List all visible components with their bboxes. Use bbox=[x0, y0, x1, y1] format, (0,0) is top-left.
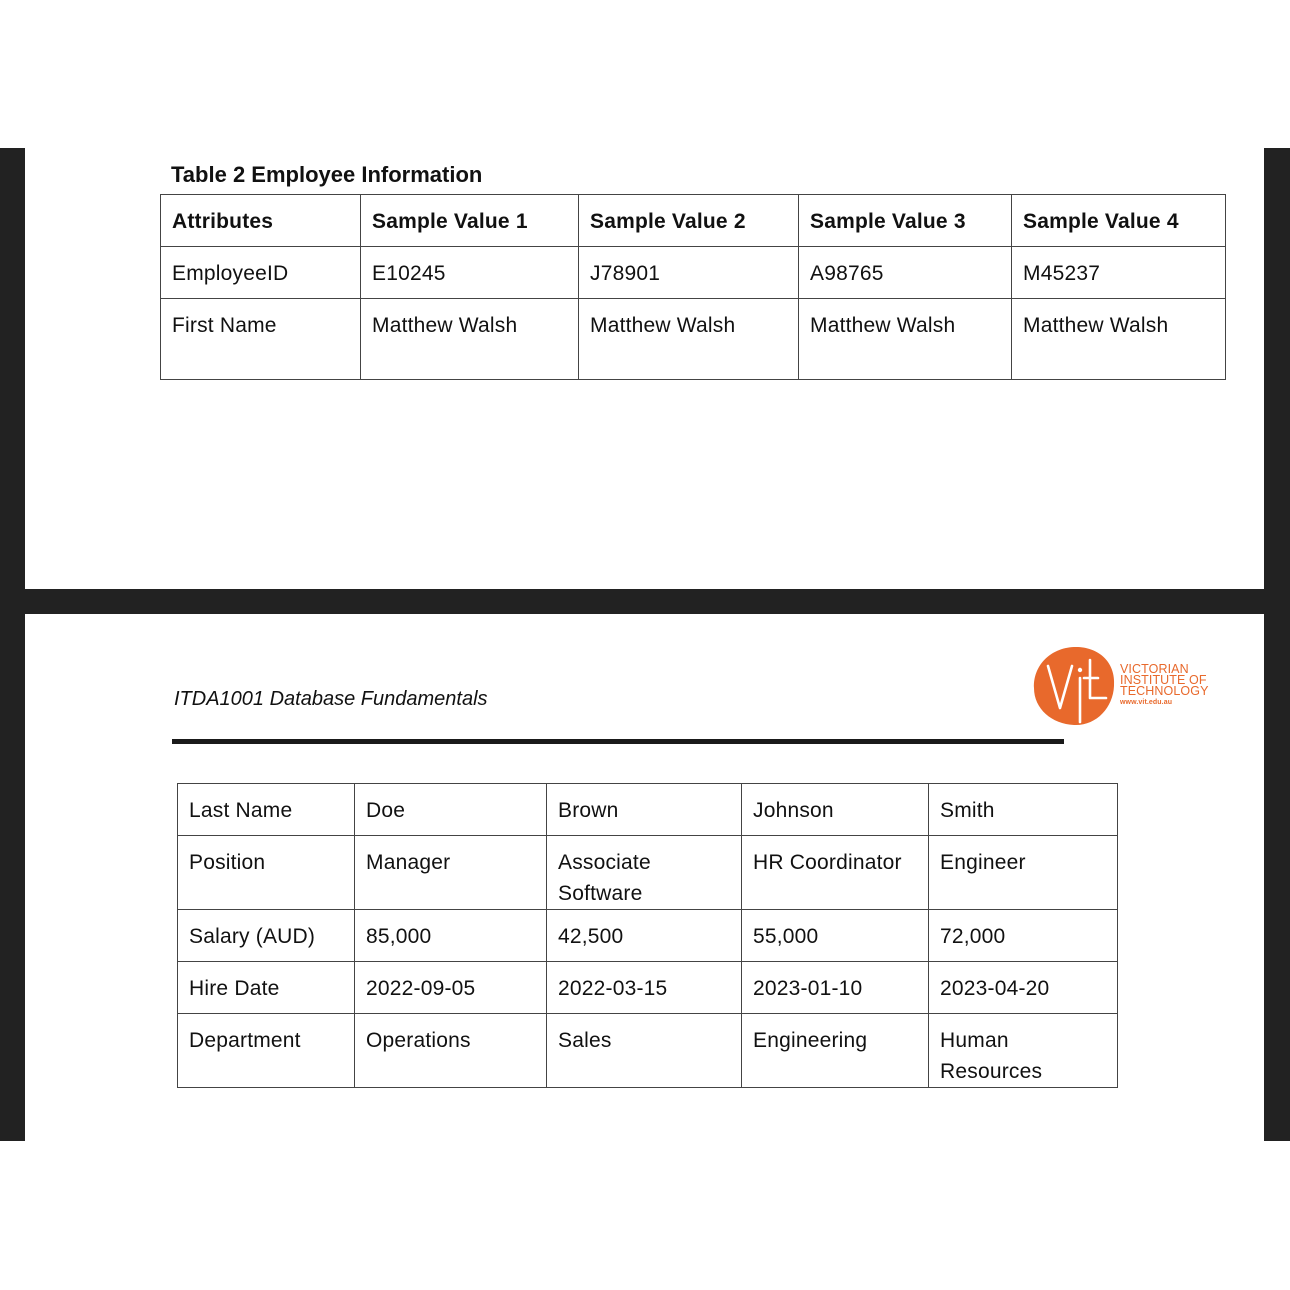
table-cell: Matthew Walsh bbox=[579, 299, 799, 380]
header-cell: Sample Value 4 bbox=[1012, 195, 1226, 247]
logo-url: www.vit.edu.au bbox=[1120, 699, 1173, 706]
table-cell: M45237 bbox=[1012, 247, 1226, 299]
logo-line: TECHNOLOGY bbox=[1120, 684, 1209, 698]
employee-info-table-continued bbox=[177, 783, 1118, 1088]
header-cell: Sample Value 3 bbox=[799, 195, 1012, 247]
table-row bbox=[178, 784, 1118, 836]
header-cell: Attributes bbox=[161, 195, 361, 247]
table-cell: Smith bbox=[929, 784, 1118, 836]
table-cell: Matthew Walsh bbox=[361, 299, 579, 380]
table-row bbox=[178, 1014, 1118, 1088]
table-cell: HR Coordinator bbox=[742, 836, 929, 910]
table-cell: Sales bbox=[547, 1014, 742, 1088]
header-cell: Sample Value 2 bbox=[579, 195, 799, 247]
vit-logo-mark-icon bbox=[1030, 644, 1120, 728]
table-cell: Brown bbox=[547, 784, 742, 836]
table-cell: Salary (AUD) bbox=[178, 910, 355, 962]
table-cell: Department bbox=[178, 1014, 355, 1088]
table-row bbox=[178, 910, 1118, 962]
employee-info-table bbox=[160, 194, 1226, 380]
table-title: Table 2 Employee Information bbox=[171, 162, 483, 187]
table-row bbox=[161, 247, 1226, 299]
table-cell: Associate Software bbox=[547, 836, 742, 910]
table-cell: E10245 bbox=[361, 247, 579, 299]
table-cell: Manager bbox=[355, 836, 547, 910]
table-cell: 42,500 bbox=[547, 910, 742, 962]
table-cell: Hire Date bbox=[178, 962, 355, 1014]
table-cell: Matthew Walsh bbox=[799, 299, 1012, 380]
table-cell: 55,000 bbox=[742, 910, 929, 962]
table-row bbox=[161, 299, 1226, 380]
document-page-2 bbox=[25, 614, 1264, 1141]
table-cell: Last Name bbox=[178, 784, 355, 836]
table-cell: Johnson bbox=[742, 784, 929, 836]
document-page-1 bbox=[25, 148, 1264, 589]
table-cell: 2023-01-10 bbox=[742, 962, 929, 1014]
vit-logo-text bbox=[1120, 664, 1209, 709]
table-cell: 85,000 bbox=[355, 910, 547, 962]
header-cell: Sample Value 1 bbox=[361, 195, 579, 247]
logo-line: VICTORIAN bbox=[1120, 662, 1189, 676]
vit-logo bbox=[1030, 644, 1220, 728]
table-cell: Engineering bbox=[742, 1014, 929, 1088]
table-cell: 72,000 bbox=[929, 910, 1118, 962]
table-cell: First Name bbox=[161, 299, 361, 380]
table-row bbox=[178, 962, 1118, 1014]
table-cell: A98765 bbox=[799, 247, 1012, 299]
logo-line: INSTITUTE OF bbox=[1120, 673, 1207, 687]
table-cell: Doe bbox=[355, 784, 547, 836]
table-cell: 2022-03-15 bbox=[547, 962, 742, 1014]
table-cell: Human Resources bbox=[929, 1014, 1118, 1088]
table-header-row bbox=[161, 195, 1226, 247]
table-row bbox=[178, 836, 1118, 910]
table-cell: EmployeeID bbox=[161, 247, 361, 299]
document-header-title: ITDA1001 Database Fundamentals bbox=[174, 688, 488, 710]
table-cell: Operations bbox=[355, 1014, 547, 1088]
table-cell: Matthew Walsh bbox=[1012, 299, 1226, 380]
table-cell: 2022-09-05 bbox=[355, 962, 547, 1014]
header-divider bbox=[172, 739, 1064, 744]
table-cell: 2023-04-20 bbox=[929, 962, 1118, 1014]
table-cell: Engineer bbox=[929, 836, 1118, 910]
table-cell: Position bbox=[178, 836, 355, 910]
table-cell: J78901 bbox=[579, 247, 799, 299]
